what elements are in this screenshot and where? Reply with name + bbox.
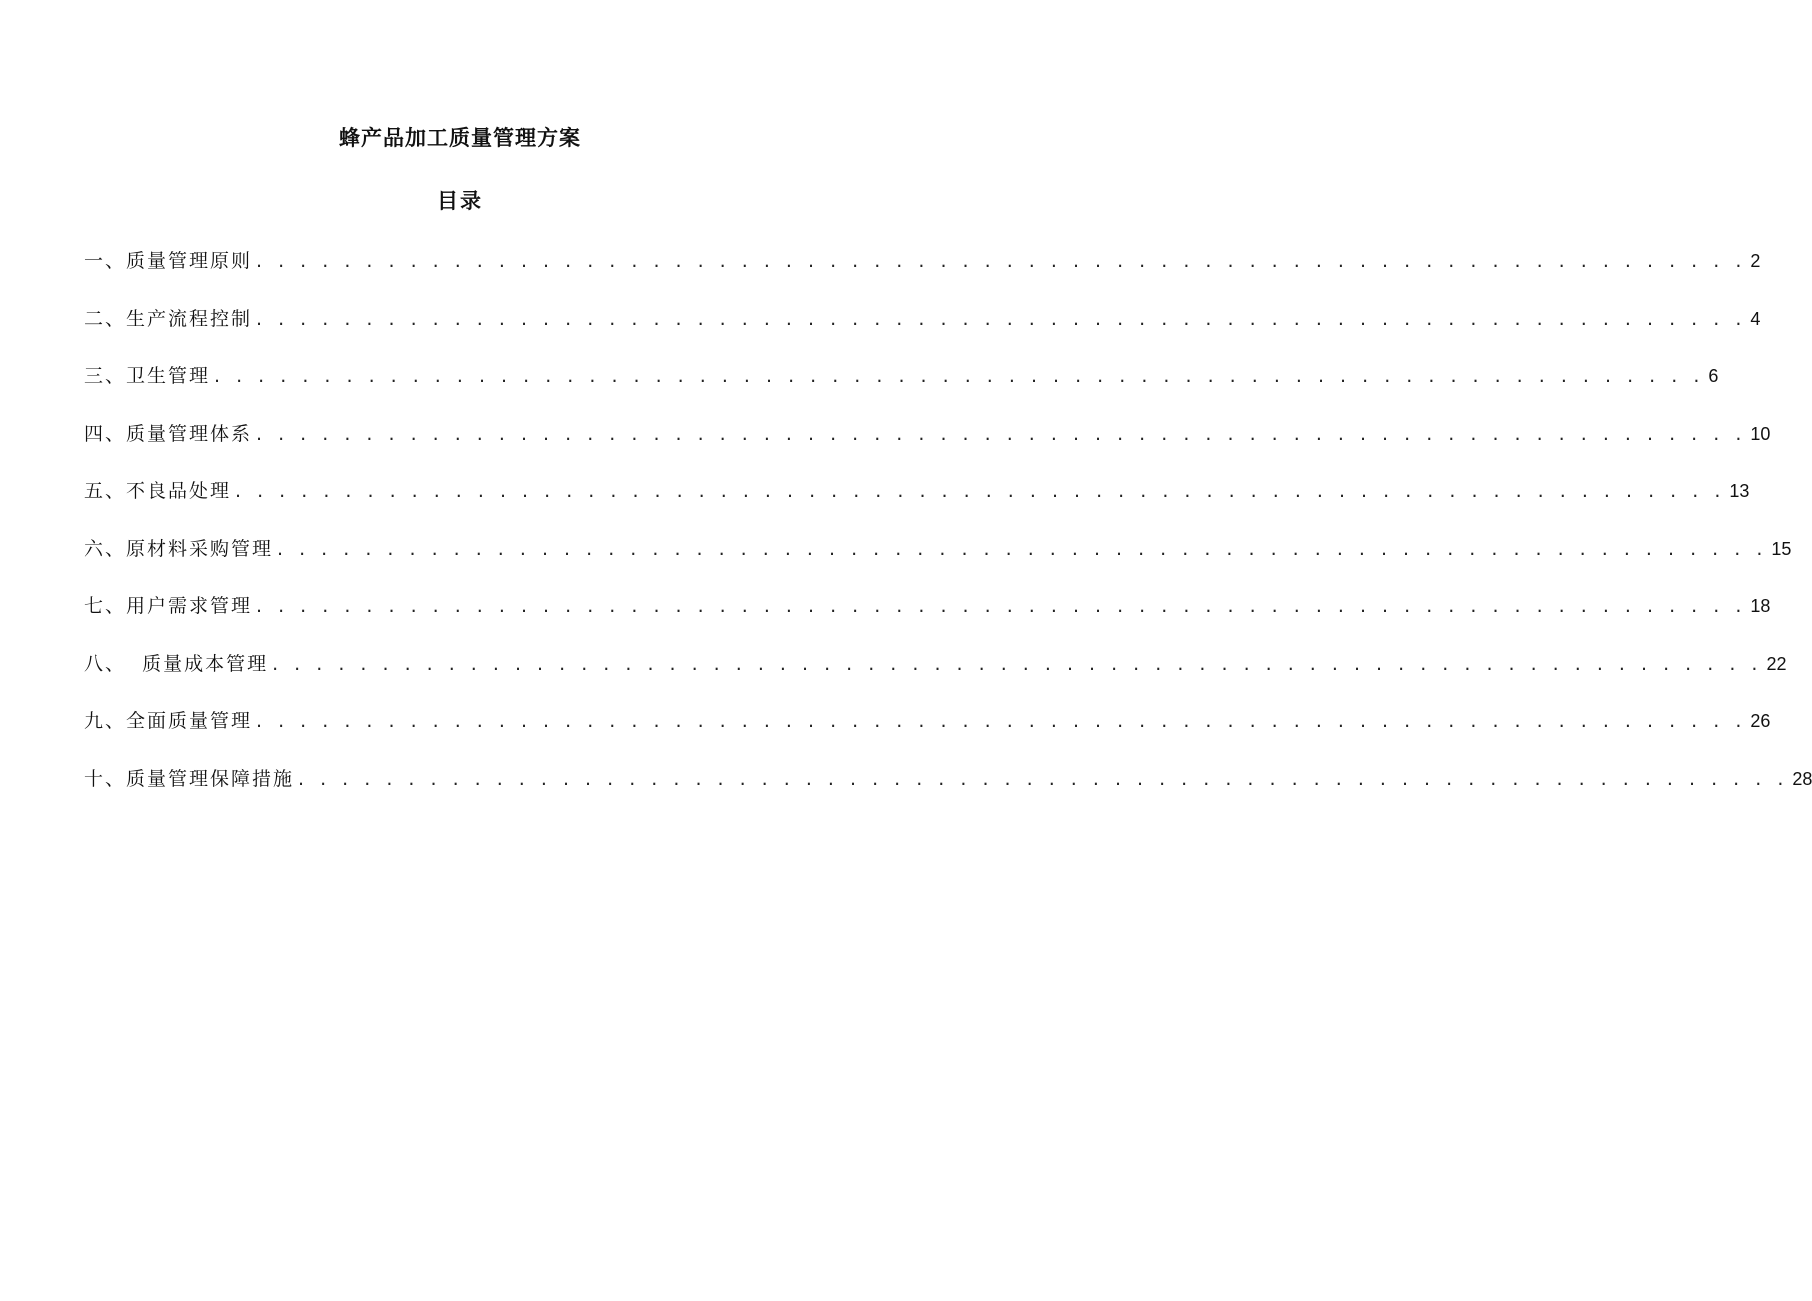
toc-entry-label: 四、质量管理体系 [84, 422, 253, 445]
toc-entry-label: 八、 质量成本管理 [84, 652, 269, 675]
toc-entry-5[interactable] [84, 476, 1750, 534]
toc-page-number: 13 [1729, 481, 1750, 501]
toc-entry-8[interactable] [84, 649, 1787, 707]
toc-entry-label: 十、质量管理保障措施 [84, 767, 295, 790]
toc-dot-leader: . . . . . . . . . . . . . . . . . . . . . . . . . . . . . . . . . . . . . . . . . . . . . . . . . . . . . . . . . . . . . . . . . . . . [256, 710, 1747, 732]
toc-dot-leader: . . . . . . . . . . . . . . . . . . . . . . . . . . . . . . . . . . . . . . . . . . . . . . . . . . . . . . . . . . . . . . . . . . . . [298, 767, 1789, 790]
toc-entry-label: 五、不良品处理 [84, 480, 232, 502]
toc-dot-leader: . . . . . . . . . . . . . . . . . . . . . . . . . . . . . . . . . . . . . . . . . . . . . . . . . . . . . . . . . . . . . . . . . . . . [256, 250, 1747, 272]
toc-entry-1[interactable] [84, 246, 1761, 304]
toc-page-number: 15 [1771, 538, 1792, 559]
toc-page-number: 18 [1750, 596, 1771, 616]
toc-entry-2[interactable] [84, 304, 1761, 362]
toc-page-number: 28 [1792, 768, 1812, 789]
toc-dot-leader: . . . . . . . . . . . . . . . . . . . . . . . . . . . . . . . . . . . . . . . . . . . . . . . . . . . . . . . . . . . . . . . . . . . . [256, 307, 1747, 330]
toc-entry-label: 三、卫生管理 [84, 365, 211, 387]
toc-entry-label: 六、原材料采购管理 [84, 537, 274, 560]
toc-entry-7[interactable] [84, 591, 1771, 649]
toc-entry-label: 一、质量管理原则 [84, 250, 253, 272]
toc-heading: 目录 [437, 189, 483, 213]
toc-page-number: 26 [1750, 711, 1771, 731]
toc-entry-label: 二、生产流程控制 [84, 307, 253, 330]
document-title: 蜂产品加工质量管理方案 [339, 126, 581, 150]
toc-entry-6[interactable] [84, 534, 1792, 592]
toc-page-number: 10 [1750, 423, 1771, 444]
toc-dot-leader: . . . . . . . . . . . . . . . . . . . . . . . . . . . . . . . . . . . . . . . . . . . . . . . . . . . . . . . . . . . . . . . . . . . . [214, 365, 1705, 387]
toc-page-number: 6 [1708, 366, 1719, 386]
toc-dot-leader: . . . . . . . . . . . . . . . . . . . . . . . . . . . . . . . . . . . . . . . . . . . . . . . . . . . . . . . . . . . . . . . . . . . . [256, 422, 1747, 445]
toc-entry-3[interactable] [84, 361, 1719, 419]
table-of-contents [84, 246, 1812, 821]
toc-page-number: 2 [1750, 251, 1761, 271]
toc-dot-leader: . . . . . . . . . . . . . . . . . . . . . . . . . . . . . . . . . . . . . . . . . . . . . . . . . . . . . . . . . . . . . . . . . . . . [256, 595, 1747, 617]
toc-dot-leader: . . . . . . . . . . . . . . . . . . . . . . . . . . . . . . . . . . . . . . . . . . . . . . . . . . . . . . . . . . . . . . . . . . . . [272, 652, 1763, 675]
toc-entry-4[interactable] [84, 419, 1771, 477]
toc-entry-10[interactable] [84, 764, 1812, 822]
toc-entry-label: 七、用户需求管理 [84, 595, 253, 617]
toc-entry-label: 九、全面质量管理 [84, 710, 253, 732]
toc-page-number: 22 [1766, 653, 1787, 674]
toc-page-number: 4 [1750, 308, 1761, 329]
toc-entry-9[interactable] [84, 706, 1771, 764]
toc-dot-leader: . . . . . . . . . . . . . . . . . . . . . . . . . . . . . . . . . . . . . . . . . . . . . . . . . . . . . . . . . . . . . . . . . . . . [235, 480, 1726, 502]
toc-dot-leader: . . . . . . . . . . . . . . . . . . . . . . . . . . . . . . . . . . . . . . . . . . . . . . . . . . . . . . . . . . . . . . . . . . . . [277, 537, 1768, 560]
